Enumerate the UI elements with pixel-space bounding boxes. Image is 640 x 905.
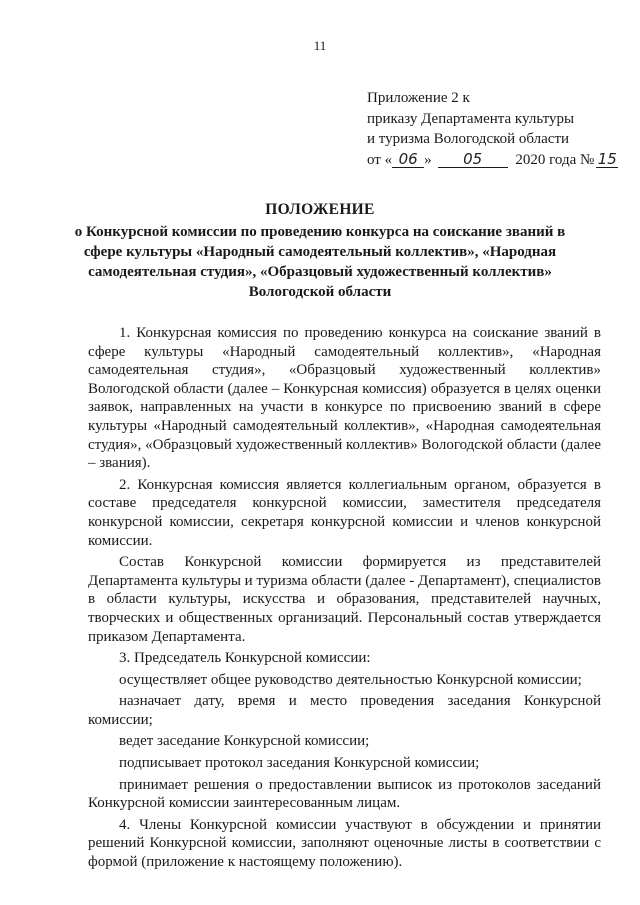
- paragraph-6: назначает дату, время и место проведения заседания Конкурсной комиссии;: [88, 693, 601, 728]
- paragraph-3: Состав Конкурсной комиссии формируется из представителей Департамента культуры и туризма области (далее - Департамент), специалистов в области культуры, искусства и образования, представителей научных, творческих и общественных организаций. Персональный состав утверждается приказом Департамента.: [88, 554, 601, 645]
- paragraph-9: принимает решения о предоставлении выписок из протоколов заседаний Конкурсной комиссии заинтересованным лицам.: [88, 776, 601, 812]
- appendix-line-1: Приложение 2 к: [367, 90, 470, 106]
- document-body: [88, 324, 601, 872]
- paragraph-2: 2. Конкурсная комиссия является коллегиальным органом, образуется в составе председателя конкурсной комиссии, заместителя председателя конкурсной комиссии, секретаря конкурсной комиссии и членов конкурсной комиссии.: [88, 476, 601, 549]
- handwritten-day: 06: [392, 152, 424, 168]
- date-year: 2020 года №: [515, 151, 595, 168]
- paragraph-4: 3. Председатель Конкурсной комиссии:: [119, 650, 371, 667]
- appendix-block: [367, 88, 627, 170]
- title-heading: ПОЛОЖЕНИЕ: [265, 201, 375, 218]
- title-line-4: Вологодской области: [248, 284, 392, 300]
- paragraph-10: 4. Члены Конкурсной комиссии участвуют в обсуждении и принятии решений Конкурсной комиссии, заполняют оценочные листы в соответствии с формой (приложение к настоящему положению).: [88, 816, 601, 871]
- page-number: 11: [313, 38, 327, 53]
- appendix-date-line: [367, 150, 627, 171]
- title-line-3: самодеятельная студия», «Образцовый художественный коллектив»: [88, 264, 552, 280]
- title-line-1: о Конкурсной комиссии по проведению конкурса на соискание званий в: [74, 224, 566, 240]
- paragraph-8: подписывает протокол заседания Конкурсной комиссии;: [119, 755, 480, 772]
- date-prefix: от «: [367, 151, 393, 168]
- handwritten-order-number: 15: [597, 149, 617, 168]
- date-quote-close: »: [424, 151, 432, 168]
- paragraph-1: 1. Конкурсная комиссия по проведению конкурса на соискание званий в сфере культуры «Народный самодеятельный коллектив», «Народная самодеятельная студия», «Образцовый художественный коллектив» Вологодской области (далее – Конкурсная комиссия) образуется в целях оценки заявок, направленных на участи в конкурсе по присвоению званий в сфере культуры «Народный самодеятельный коллектив», «Народная самодеятельная студия», «Образцовый художественный коллектив» Вологодской области (далее – звания).: [88, 325, 601, 472]
- appendix-line-3: и туризма Вологодской области: [367, 131, 570, 147]
- handwritten-month: 05: [438, 152, 508, 168]
- appendix-line-2: приказу Департамента культуры: [367, 110, 575, 127]
- paragraph-5: осуществляет общее руководство деятельностью Конкурсной комиссии;: [119, 671, 582, 688]
- paragraph-7: ведет заседание Конкурсной комиссии;: [119, 733, 370, 750]
- title-line-2: сфере культуры «Народный самодеятельный коллектив», «Народная: [83, 244, 557, 260]
- document-title: [70, 200, 570, 302]
